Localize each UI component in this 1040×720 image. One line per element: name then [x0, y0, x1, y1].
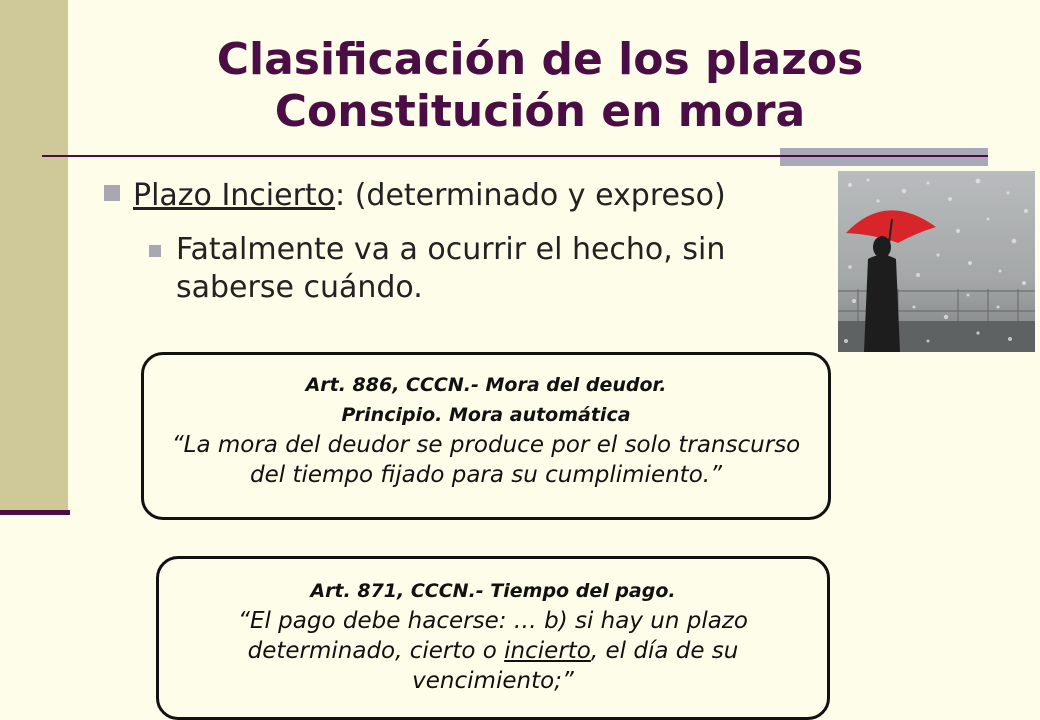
- article-886-quote-line-1: “La mora del deudor se produce por el solo transcurso: [171, 432, 801, 458]
- sub-bullet-square-icon: [149, 245, 161, 257]
- article-871-quote-line-1: “El pago debe hacerse: … b) si hay un plazo: [238, 608, 748, 634]
- article-871-quote-line-3: vencimiento;”: [412, 668, 574, 694]
- rain-umbrella-illustration: [838, 171, 1035, 352]
- bullet-term: Plazo Incierto: [133, 178, 336, 213]
- title-line-2: Constitución en mora: [274, 86, 806, 137]
- article-886-subheading: Principio. Mora automática: [341, 404, 631, 426]
- article-886-quote-line-2: del tiempo fijado para su cumplimiento.”: [250, 462, 722, 488]
- sub-bullet-text: [176, 231, 776, 307]
- rain-umbrella-photo: [838, 171, 1035, 352]
- article-886-quote-box: [141, 352, 831, 520]
- article-871-quote-line-2-end: , el día de su: [590, 638, 739, 664]
- article-871-quote-line-2-start: determinado, cierto o: [247, 638, 505, 664]
- title-rule-accent: [780, 148, 988, 166]
- title-line-1: Clasificación de los plazos: [216, 34, 864, 85]
- left-decorative-band: [0, 0, 68, 512]
- incierto-underlined: incierto: [504, 638, 591, 664]
- sub-bullet-line-2: saberse cuándo.: [176, 270, 423, 305]
- article-871-quote-box: [156, 556, 830, 720]
- bullet-plazo-incierto: [133, 176, 726, 216]
- slide-title: [70, 34, 1010, 138]
- article-871-quote-line-2: [159, 636, 827, 666]
- title-rule: [42, 155, 988, 157]
- sub-bullet-line-1: Fatalmente va a ocurrir el hecho, sin: [176, 232, 726, 267]
- bullet-square-icon: [104, 185, 120, 201]
- article-886-heading: Art. 886, CCCN.- Mora del deudor.: [305, 374, 667, 396]
- bullet-term-detail: : (determinado y expreso): [335, 178, 726, 213]
- left-band-accent-line: [0, 510, 70, 515]
- article-871-heading: Art. 871, CCCN.- Tiempo del pago.: [310, 580, 676, 602]
